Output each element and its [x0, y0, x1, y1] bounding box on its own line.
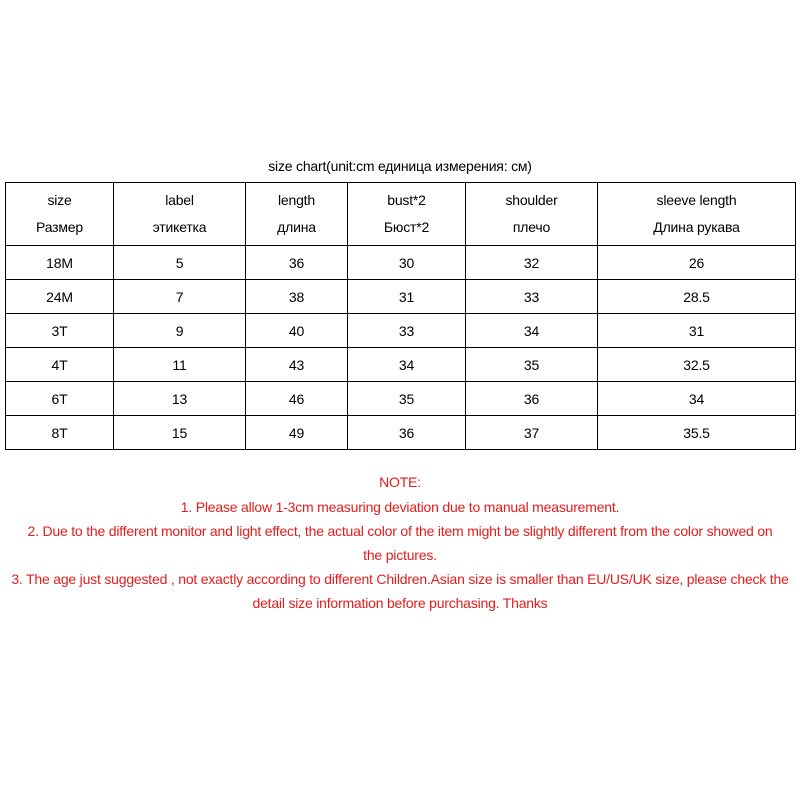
- cell-length: 38: [246, 280, 348, 314]
- header-shoulder-en: shoulder: [505, 192, 558, 208]
- table-row: [6, 416, 796, 450]
- cell-sleeve-length: 34: [598, 382, 796, 416]
- cell-sleeve-length: 28.5: [598, 280, 796, 314]
- header-shoulder-ru: плечо: [512, 219, 551, 235]
- table-row: [6, 314, 796, 348]
- cell-sleeve-length: 26: [598, 246, 796, 280]
- header-label-ru: этикетка: [152, 219, 207, 235]
- cell-label: 9: [114, 314, 246, 348]
- header-size: [6, 183, 114, 246]
- table-row: [6, 246, 796, 280]
- header-size-en: size: [47, 192, 72, 208]
- header-sleeve-length-en: sleeve length: [656, 192, 737, 208]
- cell-length: 36: [246, 246, 348, 280]
- cell-label: 5: [114, 246, 246, 280]
- header-bust-ru: Бюст*2: [383, 219, 430, 235]
- cell-label: 11: [114, 348, 246, 382]
- cell-label: 7: [114, 280, 246, 314]
- cell-length: 49: [246, 416, 348, 450]
- cell-bust: 31: [348, 280, 466, 314]
- cell-size: 4T: [6, 348, 114, 382]
- header-length: [246, 183, 348, 246]
- cell-bust: 33: [348, 314, 466, 348]
- cell-sleeve-length: 35.5: [598, 416, 796, 450]
- header-sleeve-length: [598, 183, 796, 246]
- cell-bust: 34: [348, 348, 466, 382]
- header-bust-en: bust*2: [387, 192, 426, 208]
- cell-length: 40: [246, 314, 348, 348]
- cell-length: 43: [246, 348, 348, 382]
- cell-label: 15: [114, 416, 246, 450]
- cell-size: 24M: [6, 280, 114, 314]
- cell-sleeve-length: 31: [598, 314, 796, 348]
- header-bust: [348, 183, 466, 246]
- table-row: [6, 348, 796, 382]
- table-header-row: [6, 183, 796, 246]
- header-label: [114, 183, 246, 246]
- cell-label: 13: [114, 382, 246, 416]
- cell-bust: 35: [348, 382, 466, 416]
- notes-title: NOTE:: [379, 474, 421, 490]
- cell-shoulder: 35: [466, 348, 598, 382]
- notes-section: [0, 470, 800, 615]
- note-3-continued: detail size information before purchasing. Thanks: [252, 595, 548, 611]
- cell-size: 18M: [6, 246, 114, 280]
- size-chart-table: [5, 182, 796, 450]
- cell-shoulder: 34: [466, 314, 598, 348]
- table-row: [6, 382, 796, 416]
- header-shoulder: [466, 183, 598, 246]
- note-3: 3. The age just suggested , not exactly according to different Children.Asian size is smaller than EU/US/UK size, please check the: [11, 571, 789, 587]
- note-2-continued: the pictures.: [363, 547, 437, 563]
- note-1: 1. Please allow 1-3cm measuring deviation due to manual measurement.: [180, 499, 620, 515]
- cell-shoulder: 33: [466, 280, 598, 314]
- size-chart-caption: size chart(unit:cm единица измерения: см): [268, 158, 532, 174]
- cell-bust: 36: [348, 416, 466, 450]
- header-sleeve-length-ru: Длина рукава: [653, 219, 740, 235]
- cell-size: 6T: [6, 382, 114, 416]
- table-row: [6, 280, 796, 314]
- cell-shoulder: 32: [466, 246, 598, 280]
- header-length-en: length: [278, 192, 315, 208]
- cell-bust: 30: [348, 246, 466, 280]
- cell-shoulder: 37: [466, 416, 598, 450]
- header-length-ru: длина: [277, 219, 316, 235]
- cell-size: 3T: [6, 314, 114, 348]
- note-2: 2. Due to the different monitor and light effect, the actual color of the item might be slightly different from the color showed on: [27, 523, 773, 539]
- header-size-ru: Размер: [36, 219, 83, 235]
- cell-length: 46: [246, 382, 348, 416]
- cell-shoulder: 36: [466, 382, 598, 416]
- cell-sleeve-length: 32.5: [598, 348, 796, 382]
- header-label-en: label: [165, 192, 194, 208]
- cell-size: 8T: [6, 416, 114, 450]
